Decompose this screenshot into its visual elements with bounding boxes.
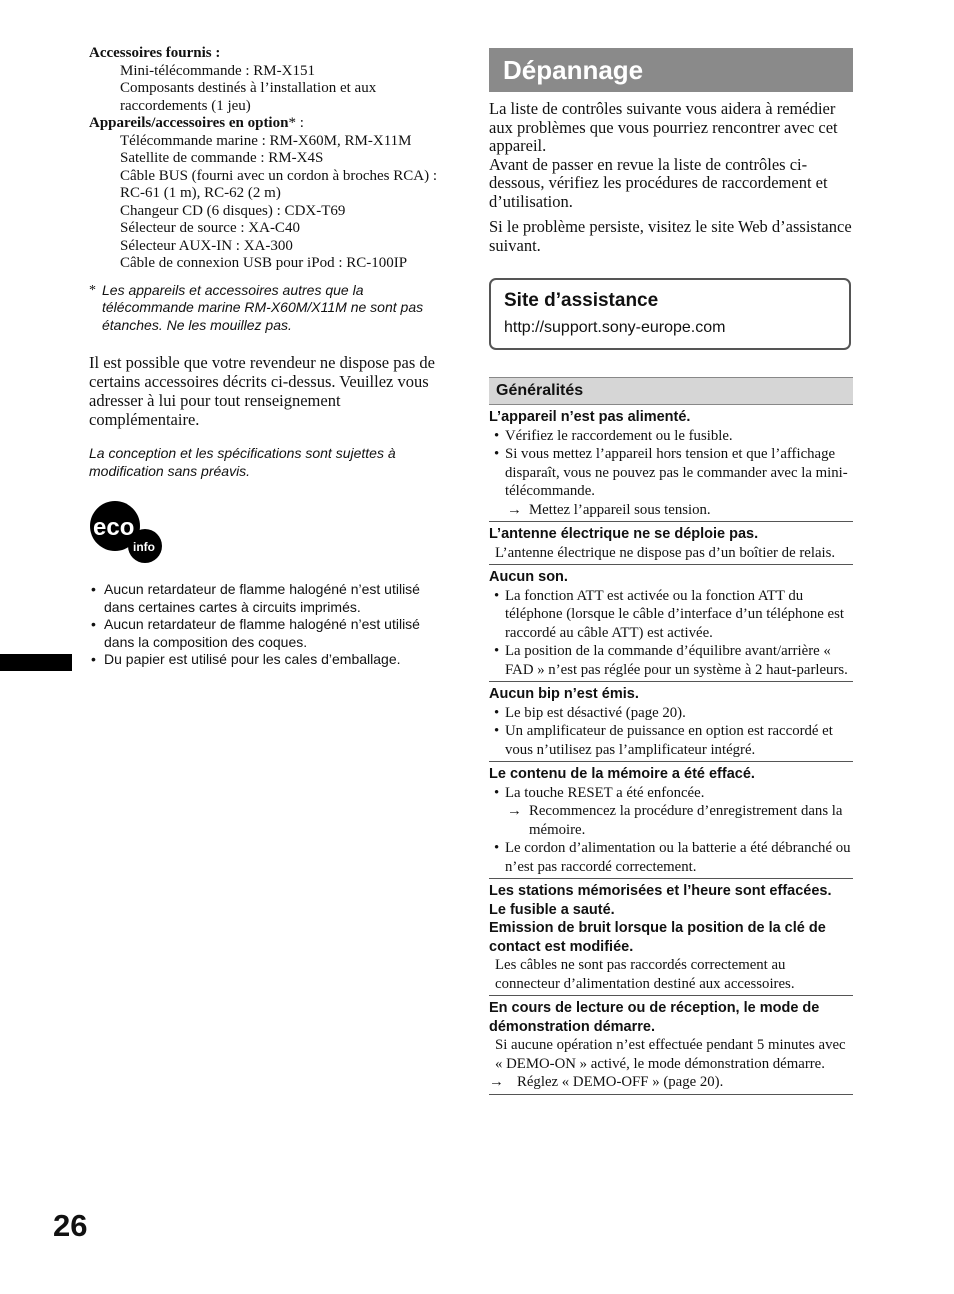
solution-text: L’antenne électrique ne dispose pas d’un boîtier de relais.	[495, 544, 836, 561]
intro-text-2: Avant de passer en revue la liste de contrôles ci-dessous, vérifiez les procédures de raccordement et d’utilisation.	[489, 154, 828, 211]
solution-item: • Si vous mettez l’appareil hors tension et que l’affichage disparaît, vous ne pouvez pas le commander avec la mini-télécommande.	[489, 445, 853, 501]
problem-antenna	[489, 522, 853, 565]
remedy-text: Mettez l’appareil sous tension.	[529, 501, 711, 518]
solution-item: • La fonction ATT est activée ou la fonction ATT du téléphone (lorsque le câble d’interface d’un téléphone est raccordé au câble ATT) est activée.	[489, 587, 853, 643]
optional-item: RC-61 (1 m), RC-62 (2 m)	[120, 185, 281, 201]
solution-item: • La position de la commande d’équilibre avant/arrière « FAD » n’est pas réglée pour un système à 2 haut-parleurs.	[489, 642, 853, 679]
eco-word: eco	[93, 514, 135, 541]
solution-item: • Vérifiez le raccordement ou le fusible.	[489, 427, 853, 446]
solution-list	[489, 704, 853, 760]
arrow-icon: →	[507, 501, 522, 518]
supplied-item: raccordements (1 jeu)	[120, 97, 251, 114]
optional-accessories	[89, 115, 454, 273]
eco-bullet: • Aucun retardateur de flamme halogéné n’est utilisé dans certaines cartes à circuits imprimés.	[89, 581, 454, 616]
supplied-accessories	[89, 45, 454, 115]
solution-list	[489, 784, 853, 803]
problem-heading: L’appareil n’est pas alimenté.	[489, 409, 691, 425]
problem-no-sound	[489, 565, 853, 682]
problem-stations-erased	[489, 879, 853, 996]
problem-heading: En cours de lecture ou de réception, le mode de démonstration démarre.	[489, 1000, 820, 1035]
eco-bullet-list	[89, 581, 454, 669]
footnote-star: *	[89, 282, 96, 298]
supplied-item: Mini-télécommande : RM-X151	[120, 62, 315, 79]
remedy-line	[489, 802, 853, 839]
optional-item: Télécommande marine : RM-X60M, RM-X11M	[120, 132, 412, 149]
support-title: Site d’assistance	[504, 290, 659, 311]
footnote	[89, 282, 454, 335]
problem-heading: Les stations mémorisées et l’heure sont effacées.	[489, 883, 832, 899]
supplied-item: Composants destinés à l’installation et aux	[120, 80, 377, 96]
optional-item: Changeur CD (6 disques) : CDX-T69	[120, 202, 346, 219]
intro-paragraph	[489, 100, 853, 211]
problem-heading: Le fusible a sauté.	[489, 901, 615, 918]
eco-bullet: • Du papier est utilisé pour les cales d’emballage.	[89, 651, 454, 669]
arrow-icon: →	[507, 803, 522, 819]
solution-list	[489, 587, 853, 680]
optional-item: Satellite de commande : RM-X4S	[120, 150, 324, 166]
supplied-heading: Accessoires fournis :	[89, 45, 221, 61]
spec-note: La conception et les spécifications sont sujettes à modification sans préavis.	[89, 445, 396, 479]
problem-heading: Emission de bruit lorsque la position de la clé de contact est modifiée.	[489, 920, 826, 955]
solution-text: Les câbles ne sont pas raccordés correctement au connecteur d’alimentation destiné aux accessoires.	[495, 957, 795, 992]
optional-item: Câble de connexion USB pour iPod : RC-100IP	[120, 255, 408, 271]
eco-info-logo	[89, 500, 163, 564]
optional-item: Câble BUS (fourni avec un cordon à broches RCA) :	[120, 167, 438, 184]
left-column	[89, 45, 454, 669]
remedy-text: Réglez « DEMO-OFF » (page 20).	[517, 1074, 724, 1090]
solution-item: • Un amplificateur de puissance en option est raccordé et vous n’utilisez pas l’amplificateur intégré.	[489, 722, 853, 759]
persist-paragraph: Si le problème persiste, visitez le site Web d’assistance suivant.	[489, 217, 852, 255]
optional-item: Sélecteur de source : XA-C40	[120, 220, 300, 236]
dealer-note: Il est possible que votre revendeur ne dispose pas de certains accessoires décrits ci-dessus. Veuillez vous adresser à lui pour tout renseignement complémentaire.	[89, 353, 435, 429]
problem-no-beep	[489, 682, 853, 762]
support-url-link[interactable]: http://support.sony-europe.com	[504, 319, 726, 336]
solution-item: • La touche RESET a été enfoncée.	[489, 784, 853, 803]
page-number: 26	[53, 1208, 88, 1243]
problem-heading: Aucun son.	[489, 569, 568, 585]
problem-heading: L’antenne électrique ne se déploie pas.	[489, 526, 759, 542]
optional-heading: Appareils/accessoires en option	[89, 115, 289, 131]
section-heading: Généralités	[489, 377, 853, 405]
problem-heading: Le contenu de la mémoire a été effacé.	[489, 766, 755, 782]
problem-no-power	[489, 405, 853, 522]
page-title: Dépannage	[489, 48, 853, 92]
remedy-text: Recommencez la procédure d’enregistrement dans la mémoire.	[529, 803, 843, 838]
optional-heading-line	[89, 115, 454, 133]
solution-list	[489, 839, 853, 876]
solution-list	[489, 427, 853, 501]
remedy-line	[489, 501, 853, 520]
problem-demo-mode	[489, 996, 853, 1095]
footnote-text: Les appareils et accessoires autres que la télécommande marine RM-X60M/X11M ne sont pas étanches. Ne les mouillez pas.	[102, 281, 424, 333]
problem-memory-erased	[489, 762, 853, 879]
right-column	[489, 48, 853, 1095]
arrow-icon: →	[489, 1074, 504, 1090]
eco-bullet: • Aucun retardateur de flamme halogéné n’est utilisé dans la composition des coques.	[89, 616, 454, 651]
optional-item: Sélecteur AUX-IN : XA-300	[120, 237, 293, 254]
solution-text: Si aucune opération n’est effectuée pendant 5 minutes avec « DEMO-ON » activé, le mode démonstration démarre.	[495, 1037, 846, 1072]
problem-heading: Aucun bip n’est émis.	[489, 686, 639, 702]
optional-star: * :	[288, 115, 304, 131]
solution-item: • Le bip est désactivé (page 20).	[489, 704, 853, 723]
solution-item: • Le cordon d’alimentation ou la batterie a été débranché ou n’est pas raccordé correctement.	[489, 839, 853, 876]
section-tab-marker	[0, 654, 72, 671]
info-word: info	[133, 540, 155, 554]
intro-text: La liste de contrôles suivante vous aidera à remédier aux problèmes que vous pourriez rencontrer avec cet appareil.	[489, 99, 838, 155]
support-box	[489, 278, 851, 350]
remedy-line	[489, 1073, 853, 1092]
